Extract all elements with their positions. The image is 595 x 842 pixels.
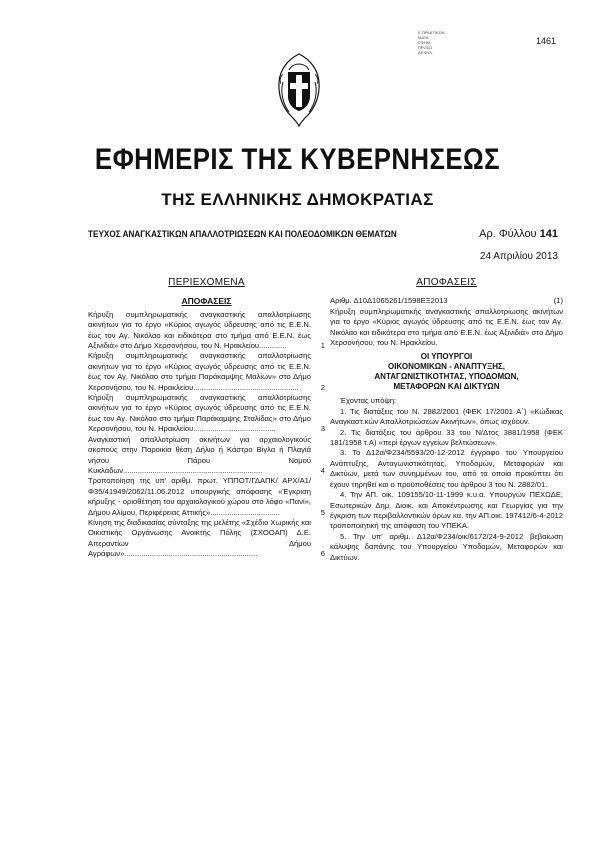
toc-entry-text: Κήρυξη συμπληρωματικής αναγκαστικής απαλλοτρίωσης ακινήτων για το έργο «Κύριος αγωγός ύδρευσης από τις Ε.Ε.Ν. έως τον Αγ. Νικόλαο και ειδικότερα στο τμήμα από Ε.Ε.Ν. έως Αξινιδιά» στο Δήμο Χερσονήσου, του Ν. Ηρακλείου............. <box>88 309 311 351</box>
issue-row <box>88 229 558 245</box>
ministers-line: ΟΙ ΥΠΟΥΡΓΟΙ <box>420 352 473 362</box>
toc-entry-page: 3 <box>320 424 325 434</box>
ministers-block <box>330 352 563 392</box>
ministers-line: ΑΝΤΑΓΩΝΙΣΤΙΚΟΤΗΤΑΣ, ΥΠΟΔΟΜΩΝ, <box>374 372 519 382</box>
issue-type: ΤΕΥΧΟΣ ΑΝΑΓΚΑΣΤΙΚΩΝ ΑΠΑΛΛΟΤΡΙΩΣΕΩΝ ΚΑΙ ΠΟΛΕΟΔΟΜΙΚΩΝ ΘΕΜΑΤΩΝ <box>88 229 397 240</box>
sheet-number-value: 141 <box>539 228 558 240</box>
toc-entry-text: Κίνηση της διαδικασίας σύνταξης της μελέτης «Σχέδιο Χωρικής και Οικιστικής Οργάνωσης Ανοικτής Πόλης (ΣΧΟΟΑΠ) Δ.Ε. Απεραντίων Δήμου Αγράφων»............................................................... <box>88 517 311 559</box>
decision-summary: Κήρυξη συμπληρωματικής αναγκαστικής απαλλοτρίωσης ακινήτων για το έργο «Κύριος αγωγός ύδρευσης από τις Ε.Ε.Ν. έως τον Αγ. Νικόλαο και ειδικότερα στο τμήμα από Ε.Ε.Ν. έως Αξινιδιά» στο Δήμο Χερσονήσου, του Ν. Ηρακλείου. <box>330 306 563 348</box>
toc-entry[interactable] <box>88 351 325 393</box>
toc-entry-text: Τροποποίηση της υπ' αριθμ. πρωτ. ΥΠΠΟΤ/ΓΔΑΠΚ/ ΑΡΧ/Α1/Φ35/41949/2062/11.06.2012 υπουργικής απόφασης «Έγκριση κήρυξης - οριοθέτηση του αρχαιολογικού χώρου στο λόφο «Πανί», Δήμου Αλίμου, Περιφέρειας Αττικής»................................. <box>88 476 311 517</box>
decisions-heading: ΑΠΟΦΑΣΕΙΣ <box>416 277 477 288</box>
toc-entry-text: Αναγκαστική απαλλοτρίωση ακινήτων για αρχαιολογικούς σκοπούς στην Παροικία θέση Δήλιο ή Κάστρο Βίγλα ή Πλαγιά νήσου Πάρου Νομού Κυκλάδων.................................................................. <box>88 434 311 475</box>
contents-column <box>88 278 325 560</box>
toc-entry[interactable] <box>88 435 325 477</box>
greek-coat-of-arms-icon <box>277 52 321 128</box>
toc-entry-text: Κήρυξη συμπληρωματικής αναγκαστικής απαλλοτρίωσης ακινήτων για το έργο «Κύριος αγωγός ύδρευσης από τις Ε.Ε.Ν. έως τον Αγ. Νικόλαο στο τμήμα Παράκαμψης Σταλίδας» στο Δήμο Χερσονήσου, του Ν. Ηρακλείου....................................... <box>88 393 311 434</box>
toc-entry-page: 5 <box>320 507 325 517</box>
toc-entry[interactable] <box>88 518 325 560</box>
toc-entry-page: 4 <box>320 465 325 475</box>
contents-heading: ΠΕΡΙΕΧΟΜΕΝΑ <box>168 277 245 288</box>
stamp-line: ΕΦΗΜ. <box>418 40 432 45</box>
toc-entry[interactable] <box>88 393 325 435</box>
gazette-subtitle: ΤΗΣ ΕΛΛΗΝΙΚΗΣ ΔΗΜΟΚΡΑΤΙΑΣ <box>161 190 434 209</box>
stamp-line: ΠΡΟΣΩ <box>418 45 433 50</box>
consideration-paragraph: 2. Τις διατάξεις του άρθρου 33 του Ν/Δτος 3881/1958 (ΦΕΚ 181/1958 τ.Α) «περί έργων εγγείων βελτιώσεων». <box>330 427 563 448</box>
page-number: 1461 <box>536 36 557 46</box>
decision-reference <box>330 296 563 306</box>
toc-entry-page: 6 <box>320 549 325 559</box>
sheet-number <box>479 228 558 240</box>
toc-entry-page: 1 <box>320 341 325 351</box>
ministers-line: ΜΕΤΑΦΟΡΩΝ ΚΑΙ ΔΙΚΤΥΩΝ <box>393 382 500 392</box>
consideration-paragraph: 4. Την ΑΠ. οικ. 109155/10-11-1999 κ.υ.α. Υπουργών ΠΕΧΩΔΕ, Εσωτερικών Δημ. Διοικ. και Αποκέντρωσης και Γεωργίας για την έγκριση των περιβαλλοντικών όρων κα. την ΑΠ.οικ. 197412/6-4-2012 τροποποιητική της απόφαση του ΥΠΕΚΑ. <box>330 490 563 531</box>
consideration-paragraph: 5. Την υπ' αριθμ. Δ12α/Φ234/οικ/6172/24-9-2012 βεβαίωση κάλυψης δαπάνης του Υπουργείου Υποδομών, Μεταφορών και Δικτύων. <box>330 531 563 562</box>
toc-entry[interactable] <box>88 476 325 518</box>
toc-entry[interactable] <box>88 310 325 352</box>
contents-section-heading: ΑΠΟΦΑΣΕΙΣ <box>181 296 232 307</box>
sheet-label: Αρ. Φύλλου <box>479 228 537 240</box>
toc-entry-page: 2 <box>320 382 325 392</box>
stamp-line: Ε.ΠΡΑΚΤΙΚΩΝ <box>418 30 445 35</box>
consideration-paragraph: 3. Το Δ12α/Φ234/5593/20-12-2012 έγγραφο του Υπουργείου Ανάπτυξης, Ανταγωνιστικότητας, Υποδομών, Μεταφορών και Δικτύων, μετά των συνημμένων του, από τα οποία προκύπτει ότι έχουν τηρηθεί και ο προϋποθέσεις του άρθρου 3 του Ν. 2882/01. <box>330 448 563 489</box>
stamp-line: ΜΑΤΑ <box>418 35 429 40</box>
decision-ref-number: Αριθμ. Δ10Δ1065261/1598ΕΞ2013 <box>330 296 448 306</box>
consideration-paragraph: 1. Τις διατάξεις του Ν. 2882/2001 (ΦΕΚ 17/2001 Α΄) «Κώδικας Αναγκαστ.κών Απαλλοτριώσεων Ακινήτων», όπως ισχύουν. <box>330 406 563 427</box>
decisions-column <box>330 278 563 563</box>
registry-stamp <box>418 30 462 55</box>
decision-ref-index: (1) <box>553 296 563 306</box>
gazette-title: ΕΦΗΜΕΡΙΣ ΤΗΣ ΚΥΒΕΡΝΗΣΕΩΣ <box>94 143 501 176</box>
issue-date: 24 Απριλίου 2013 <box>479 251 558 262</box>
stamp-line: ΑΡ.ΦΥΛ. <box>418 50 434 55</box>
considerations-intro: Έχοντας υπόψη: <box>340 396 397 406</box>
toc-entry-text: Κήρυξη συμπληρωματικής αναγκαστικής απαλλοτρίωσης ακινήτων για το έργο «Κύριος αγωγός ύδρευσης από τις Ε.Ε.Ν. έως τον Αγ. Νικόλαο στο τμήμα Παράκαμψης Μαλίων» στο Δήμο Χερσονήσου, του Ν. Ηρακλείου.................................................. <box>88 351 311 392</box>
ministers-line: ΟΙΚΟΝΟΜΙΚΩΝ - ΑΝΑΠΤΥΞΗΣ, <box>387 362 506 372</box>
